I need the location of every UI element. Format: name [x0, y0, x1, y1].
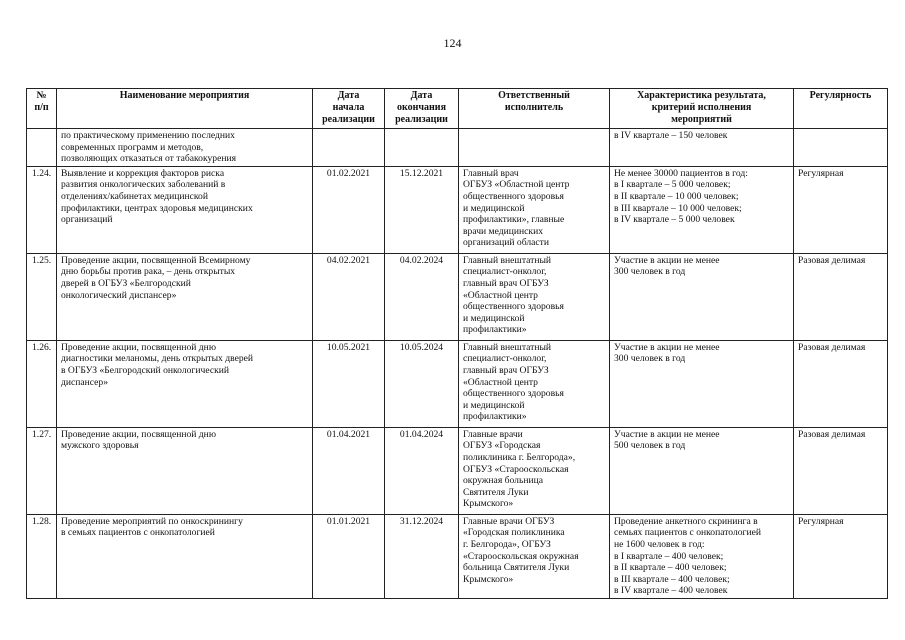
table-row [27, 253, 888, 340]
row-number: 1.27. [27, 427, 57, 514]
executor-line: Святителя Луки [463, 486, 529, 498]
measure-name-line: современных программ и методов, [61, 141, 204, 153]
header-text: мероприятий [671, 114, 732, 125]
measure-name [57, 514, 313, 598]
header-text: Наименование мероприятия [119, 90, 250, 101]
result-criteria-line: 500 человек в год [614, 440, 686, 452]
regularity: Разовая делимая [794, 427, 888, 514]
executor-line: ОГБУЗ «Старооскольская [463, 463, 569, 475]
header-end-date [385, 89, 459, 129]
result-criteria [610, 166, 794, 253]
result-criteria-line: в II квартале – 400 человек; [614, 562, 727, 574]
result-criteria-line: Не менее 30000 пациентов в год: [614, 167, 748, 179]
executor [459, 427, 610, 514]
measure-name-line: диагностики меланомы, день открытых дверей [61, 353, 254, 365]
executor-line: главный врач ОГБУЗ [463, 277, 549, 289]
result-criteria-line: Участие в акции не менее [614, 341, 720, 353]
end-date: 31.12.2024 [385, 514, 459, 598]
measure-name-line: Проведение акции, посвященной дню [61, 341, 216, 353]
regularity: Регулярная [794, 166, 888, 253]
header-text: Дата [410, 90, 433, 101]
result-criteria-line: Участие в акции не менее [614, 428, 720, 440]
measure-name-line: дню борьбы против рака, – день открытых [61, 266, 236, 278]
header-result [610, 89, 794, 129]
page-number: 124 [443, 36, 462, 50]
start-date: 01.04.2021 [313, 427, 385, 514]
measure-name-line: мужского здоровья [61, 440, 139, 452]
header-text: критерий исполнения [651, 102, 752, 113]
measure-name-line: Выявление и коррекция факторов риска [61, 167, 225, 179]
measures-table [26, 88, 888, 599]
regularity: Разовая делимая [794, 253, 888, 340]
executor-line: «Областной центр [463, 376, 538, 388]
result-criteria-line: 300 человек в год [614, 353, 686, 365]
executor-line: специалист-онколог, [463, 266, 547, 278]
measure-name-line: Проведение мероприятий по онкоскринингу [61, 515, 243, 527]
measure-name-line: профилактики, центрах здоровья медицинских [61, 202, 253, 214]
measure-name-line: развития онкологических заболеваний в [61, 179, 226, 191]
executor-line: ОГБУЗ «Городская [463, 440, 541, 452]
executor [459, 514, 610, 598]
regularity: Разовая делимая [794, 340, 888, 427]
regularity [794, 129, 888, 167]
result-criteria-line: в I квартале – 400 человек; [614, 550, 724, 562]
table-row [27, 427, 888, 514]
result-criteria-line: в IV квартале – 5 000 человек [614, 214, 735, 226]
result-criteria [610, 253, 794, 340]
measure-name-line: онкологический диспансер» [61, 289, 177, 301]
header-row [27, 89, 888, 129]
table-row [27, 514, 888, 598]
row-number: 1.24. [27, 166, 57, 253]
executor-line: общественного здоровья [463, 301, 564, 313]
executor-line: Крымского» [463, 573, 514, 585]
header-text: начала [332, 102, 365, 113]
result-criteria-line: не 1600 человек в год: [614, 538, 705, 550]
measure-name [57, 129, 313, 167]
end-date: 04.02.2024 [385, 253, 459, 340]
executor-line: окружная больница [463, 475, 544, 487]
executor-line: профилактики», главные [463, 214, 565, 226]
result-criteria [610, 427, 794, 514]
executor-line: Главный врач [463, 167, 519, 179]
executor-line: поликлиника г. Белгорода», [463, 451, 576, 463]
executor [459, 129, 610, 167]
executor-line: общественного здоровья [463, 388, 564, 400]
executor [459, 340, 610, 427]
result-criteria-line: в III квартале – 10 000 человек; [614, 202, 742, 214]
executor-line: главный врач ОГБУЗ [463, 364, 549, 376]
executor-line: больница Святителя Луки [463, 562, 570, 574]
measure-name-line: позволяющих отказаться от табакокурения [61, 153, 237, 165]
executor-line: профилактики» [463, 324, 527, 336]
result-criteria-line: семьях пациентов с онкопатологией [614, 527, 762, 539]
executor-line: «Городская поликлиника [463, 527, 565, 539]
executor-line: ОГБУЗ «Областной центр [463, 179, 570, 191]
executor-line: общественного здоровья [463, 190, 564, 202]
regularity: Регулярная [794, 514, 888, 598]
executor-line: и медицинской [463, 312, 525, 324]
executor-line: организаций области [463, 237, 549, 249]
executor [459, 166, 610, 253]
header-text: № [36, 90, 47, 101]
header-start-date [313, 89, 385, 129]
end-date: 10.05.2024 [385, 340, 459, 427]
executor-line: Крымского» [463, 498, 514, 510]
result-criteria-line: Участие в акции не менее [614, 254, 720, 266]
table-body [27, 129, 888, 599]
executor-line: профилактики» [463, 411, 527, 423]
measure-name-line: Проведение акции, посвященной дню [61, 428, 216, 440]
executor-line: и медицинской [463, 202, 525, 214]
header-text: Дата [337, 90, 360, 101]
executor-line: Главные врачи ОГБУЗ [463, 515, 555, 527]
measure-name-line: диспансер» [61, 376, 109, 388]
end-date: 01.04.2024 [385, 427, 459, 514]
header-text: реализации [395, 114, 448, 125]
measure-name-line: по практическому применению последних [61, 130, 235, 141]
result-criteria [610, 514, 794, 598]
executor-line: специалист-онколог, [463, 353, 547, 365]
result-criteria-line: 300 человек в год [614, 266, 686, 278]
executor [459, 253, 610, 340]
result-criteria-line: в IV квартале – 150 человек [614, 130, 728, 141]
table-row [27, 340, 888, 427]
header-text: окончания [397, 102, 446, 113]
result-criteria [610, 340, 794, 427]
start-date: 01.01.2021 [313, 514, 385, 598]
result-criteria [610, 129, 794, 167]
header-number [27, 89, 57, 129]
start-date: 04.02.2021 [313, 253, 385, 340]
executor-line: Главный внештатный [463, 341, 552, 353]
measure-name-line: отделениях/кабинетах медицинской [61, 190, 208, 202]
header-name [57, 89, 313, 129]
row-number [27, 129, 57, 167]
result-criteria-line: Проведение анкетного скрининга в [614, 515, 758, 527]
measure-name [57, 253, 313, 340]
row-number: 1.28. [27, 514, 57, 598]
result-criteria-line: в IV квартале – 400 человек [614, 585, 728, 597]
executor-line: Главный внештатный [463, 254, 552, 266]
header-text: Характеристика результата, [637, 90, 766, 101]
result-criteria-line: в III квартале – 400 человек; [614, 573, 730, 585]
end-date [385, 129, 459, 167]
table-row [27, 166, 888, 253]
header-text: Ответственный [498, 90, 570, 101]
result-criteria-line: в I квартале – 5 000 человек; [614, 179, 731, 191]
executor-line: и медицинской [463, 399, 525, 411]
header-text: п/п [34, 102, 49, 113]
start-date: 10.05.2021 [313, 340, 385, 427]
table-row [27, 129, 888, 167]
measure-name-line: организаций [61, 214, 113, 226]
measure-name-line: в семьях пациентов с онкопатологией [61, 527, 215, 539]
header-regularity [794, 89, 888, 129]
start-date [313, 129, 385, 167]
measure-name-line: дверей в ОГБУЗ «Белгородский [61, 277, 191, 289]
end-date: 15.12.2021 [385, 166, 459, 253]
executor-line: «Старооскольская окружная [463, 550, 579, 562]
measure-name-line: Проведение акции, посвященной Всемирному [61, 254, 251, 266]
executor-line: «Областной центр [463, 289, 538, 301]
measure-name [57, 340, 313, 427]
header-text: реализации [322, 114, 375, 125]
measure-name-line: в ОГБУЗ «Белгородский онкологический [61, 364, 230, 376]
executor-line: врачи медицинских [463, 225, 544, 237]
result-criteria-line: в II квартале – 10 000 человек; [614, 190, 739, 202]
header-text: Регулярность [809, 90, 872, 101]
measure-name [57, 166, 313, 253]
header-executor [459, 89, 610, 129]
row-number: 1.25. [27, 253, 57, 340]
start-date: 01.02.2021 [313, 166, 385, 253]
row-number: 1.26. [27, 340, 57, 427]
header-text: исполнитель [504, 102, 564, 113]
executor-line: Главные врачи [463, 428, 523, 440]
executor-line: г. Белгорода», ОГБУЗ [463, 538, 551, 550]
measure-name [57, 427, 313, 514]
